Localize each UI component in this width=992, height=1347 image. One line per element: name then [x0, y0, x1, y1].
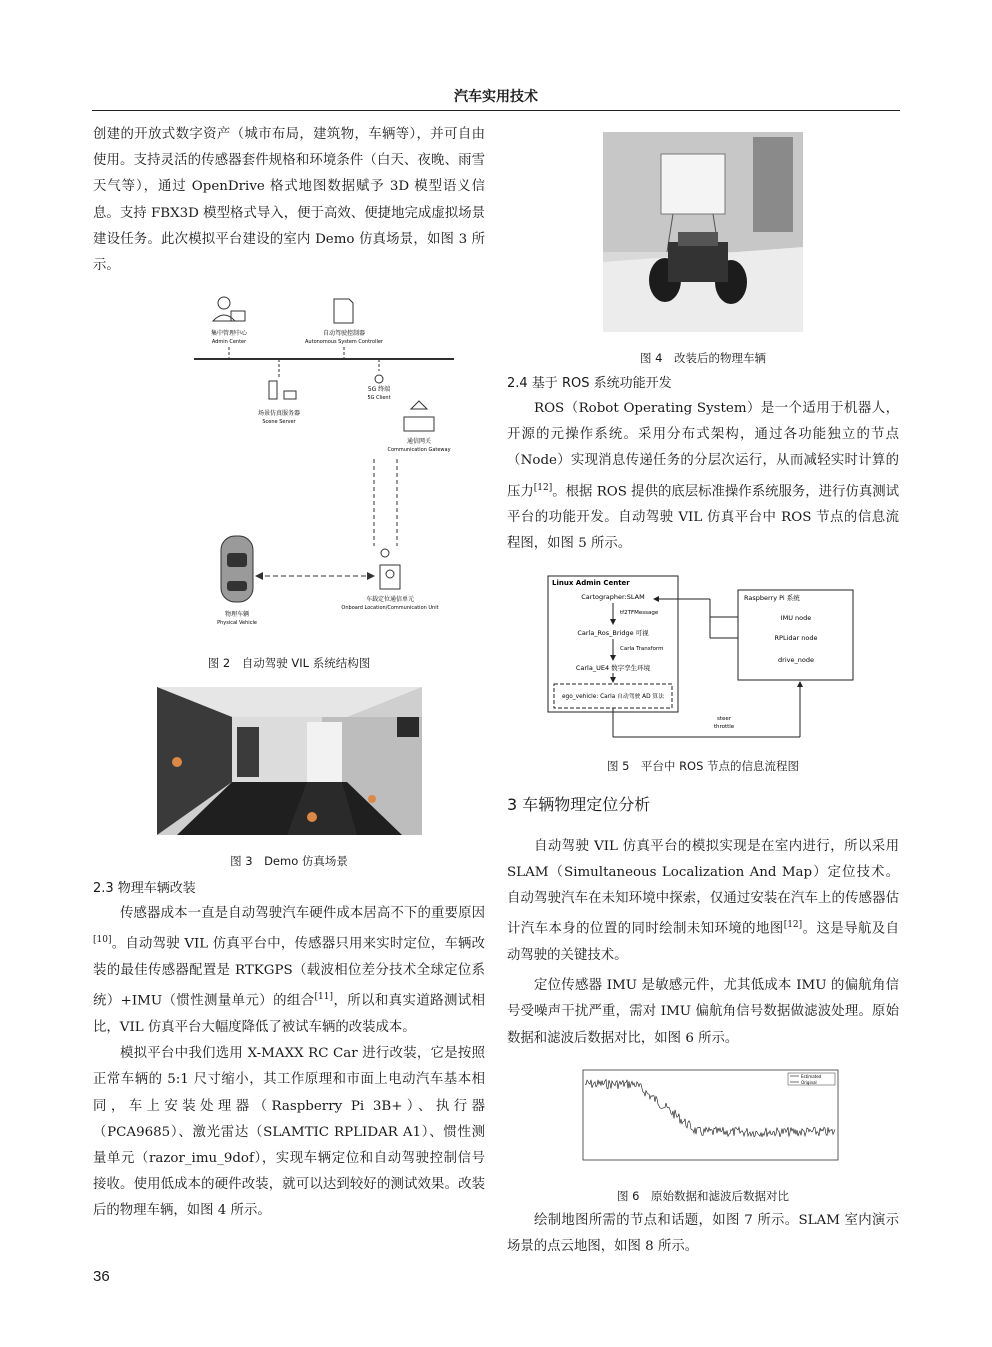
figure-6-chart: [563, 1066, 843, 1174]
vehicle-label-cn: 物理车辆: [224, 611, 250, 619]
original-signal-line: [585, 1079, 835, 1136]
client-label-cn: 5G 终端: [367, 386, 391, 394]
carla-bridge-node: Carla_Ros_Bridge 可视: [577, 628, 649, 637]
ego-vehicle-node: ego_vehicle: Carla 自动驾驶 AD 算法: [561, 693, 665, 700]
linux-admin-title: Linux Admin Center: [552, 578, 630, 587]
scene-label-en: Scene Server: [262, 419, 296, 426]
section-3-text-b: 。这是导航及自动驾驶的关键技术。: [507, 921, 900, 963]
section-2-3-title: 2.3 物理车辆改装: [93, 881, 196, 897]
section-3-paragraph-1: [507, 834, 899, 969]
section-2-4-paragraph: [507, 396, 899, 558]
figure-2: [139, 291, 451, 671]
figure-2-caption: 图 2 自动驾驶 VIL 系统结构图: [207, 656, 371, 671]
admin-computer-icon: [213, 297, 245, 321]
throttle-label: throttle: [713, 723, 735, 730]
citation-10: [10]: [93, 935, 112, 946]
scene-label-cn: 场景仿真服务器: [257, 410, 301, 418]
figure-4-caption: 图 4 改装后的物理车辆: [640, 351, 766, 365]
gateway-label-en: Communication Gateway: [387, 447, 451, 454]
section-2-4-text-b: 。根据 ROS 提供的底层标准操作系统服务，进行仿真测试平台的功能开发。自动驾驶 VIL 仿真平台中 ROS 节点的信息流程图，如图 5 所示。: [507, 484, 899, 552]
figure-2-diagram: [139, 291, 451, 651]
unit-label-en: Onboard Location/Communication Unit: [341, 605, 439, 612]
citation-11: [11]: [314, 992, 334, 1003]
onboard-unit-icon: [380, 565, 400, 589]
gateway-icon: [404, 401, 434, 431]
controller-document-icon: [334, 299, 353, 323]
figure-3-scene-render: [157, 687, 422, 835]
figure-6-caption: 图 6 原始数据和滤波后数据对比: [617, 1188, 789, 1203]
gateway-label-cn: 通信网关: [406, 438, 432, 446]
figure-5-caption: 图 5 平台中 ROS 节点的信息流程图: [606, 758, 800, 773]
left-column: [93, 122, 485, 1225]
raspberry-pi-title: Raspberry Pi 系统: [744, 593, 800, 602]
figure-3: [157, 687, 422, 869]
section-2-3-p1-text-a: 传感器成本一直是自动驾驶汽车硬件成本居高不下的重要原因: [120, 906, 485, 922]
physical-vehicle-icon: [221, 536, 253, 602]
intro-paragraph: 创建的开放式数字资产（城市布局，建筑物，车辆等），并可自由使用。支持灵活的传感器套件规格和环境条件（白天、夜晚、雨雪天气等），通过 OpenDrive 格式地图数据赋予 3D 模型语义信息。支持 FBX3D 模型格式导入，便于高效、便捷地完成虚拟场景建设任务。此次模拟平台建设的室内 Demo 仿真场景，如图 3 所示。: [93, 127, 485, 274]
section-3-paragraph-2: 定位传感器 IMU 是敏感元件，尤其低成本 IMU 的偏航角信号受噪声干扰严重，需对 IMU 偏航角信号数据做滤波处理。原始数据和滤波后数据对比，如图 6 所示。: [507, 978, 899, 1046]
figure-4: [603, 132, 803, 366]
citation-12a: [12]: [533, 482, 553, 493]
admin-label-en: Admin Center: [211, 339, 247, 346]
drive-node: drive_node: [778, 655, 814, 664]
carla-ue4-node: Carla_UE4 数字孪生环境: [575, 663, 651, 672]
legend-original: Original: [801, 1079, 817, 1085]
client-label-en: 5G Client: [367, 395, 391, 402]
figure-6: [563, 1066, 843, 1204]
header-rule: [92, 110, 900, 111]
section-2-4-text-a: ROS（Robot Operating System）是一个适用于机器人，开源的元操作系统。采用分布式架构，通过各功能独立的节点（Node）实现消息传递任务的分层次运行，从而减轻实时计算的压力: [507, 401, 899, 500]
figure-5-flowchart: [538, 572, 868, 742]
right-column: [507, 122, 899, 1260]
carla-transform-label: Carla Transform: [620, 645, 664, 652]
page-number: 36: [93, 1268, 110, 1285]
unit-label-cn: 车载定位通信单元: [365, 596, 415, 604]
section-2-3-p1-text-c: ，所以和真实道路测试相比，VIL 仿真平台大幅度降低了被试车辆的改装成本。: [93, 993, 486, 1035]
ads-label-en: Autonomous System Controller: [305, 339, 383, 346]
section-3-text-a: 自动驾驶 VIL 仿真平台的模拟实现是在室内进行，所以采用 SLAM（Simultaneous Localization And Map）定位技术。自动驾驶汽车在未知环境中探索，仅通过安装在汽车上的传感器估计汽车本身的位置的同时绘制未知环境的地图: [507, 838, 899, 937]
rplidar-node: RPLidar node: [774, 633, 818, 642]
section-2-3-paragraph-2: 模拟平台中我们选用 X-MAXX RC Car 进行改装，它是按照正常车辆的 5:1 尺寸缩小，其工作原理和市面上电动汽车基本相同，车上安装处理器（Raspberry Pi 3B+）、执行器（PCA9685）、激光雷达（SLAMTIC RPLIDAR A1）、惯性测量单元（razor_imu_9dof），实现车辆定位和自动驾驶控制信号接收。使用低成本的硬件改装，就可以达到较好的测试效果。改装后的物理车辆，如图 4 所示。: [93, 1046, 485, 1219]
steer-label: steer: [716, 715, 732, 722]
tf-message-label: tf2TFMessage: [620, 609, 659, 616]
section-2-3-p1-text-b: 。自动驾驶 VIL 仿真平台中，传感器只用来实时定位，车辆改装的最佳传感器配置是 RTKGPS（载波相位差分技术全球定位系统）+IMU（惯性测量单元）的组合: [93, 936, 485, 1009]
section-3-title: 3 车辆物理定位分析: [507, 794, 651, 814]
legend-estimated: Estimated: [801, 1073, 822, 1079]
figure-5: [538, 572, 868, 774]
figure-4-vehicle-photo: [603, 132, 803, 332]
section-3-paragraph-3: 绘制地图所需的节点和话题，如图 7 所示。SLAM 室内演示场景的点云地图，如图 8 所示。: [507, 1212, 899, 1254]
cartographer-node: Cartographer:SLAM: [581, 592, 645, 601]
section-2-4-title: 2.4 基于 ROS 系统功能开发: [507, 376, 672, 391]
section-2-3-paragraph-1: [93, 901, 485, 1041]
link-antenna-icon: [381, 549, 389, 557]
vehicle-label-en: Physical Vehicle: [217, 620, 257, 627]
scene-server-icon: [269, 381, 296, 399]
5g-antenna-icon: [375, 375, 383, 383]
ads-label-cn: 自动驾驶控制器: [322, 330, 366, 338]
figure-3-caption: 图 3 Demo 仿真场景: [230, 854, 348, 869]
journal-header: 汽车实用技术: [454, 89, 538, 105]
admin-label-cn: 集中管理中心: [210, 330, 248, 338]
imu-node: IMU node: [780, 613, 812, 622]
citation-12b: [12]: [783, 920, 803, 931]
